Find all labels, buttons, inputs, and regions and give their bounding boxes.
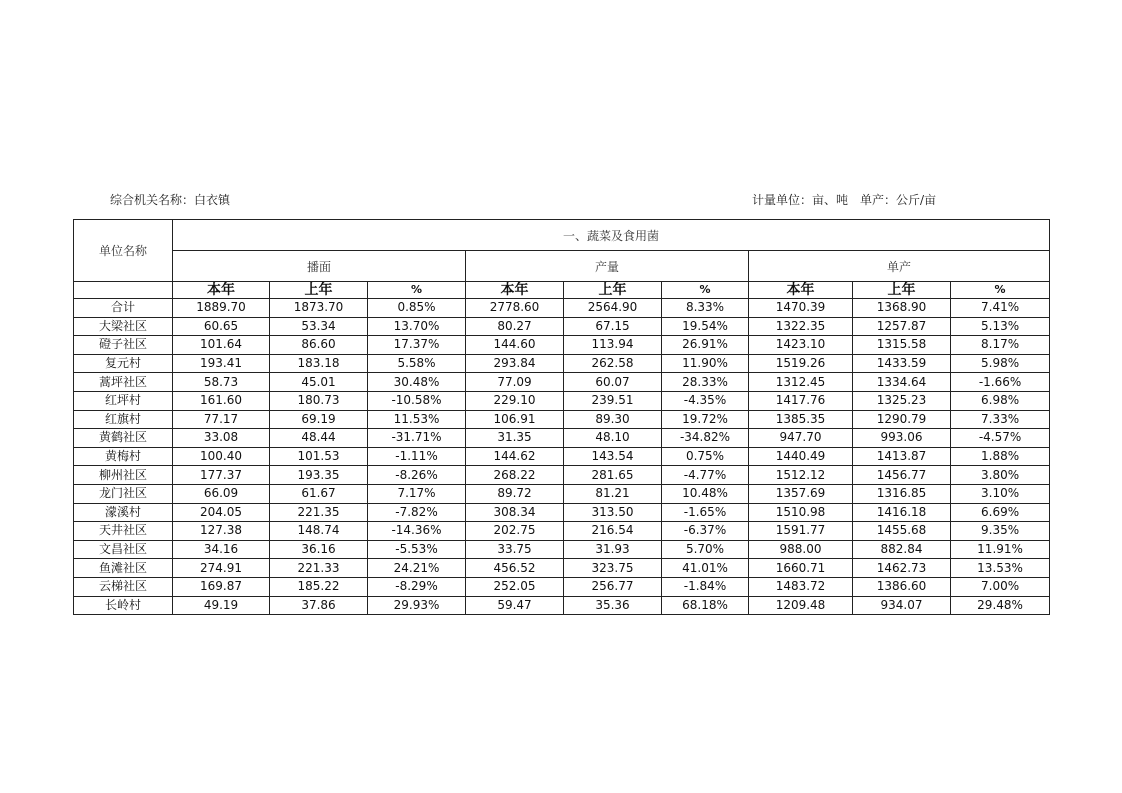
- value-cell: 1660.71: [749, 559, 853, 578]
- subheader-cell: %: [368, 282, 466, 299]
- table-row: [74, 503, 1050, 522]
- value-cell: 202.75: [466, 522, 564, 541]
- value-cell: 86.60: [270, 336, 368, 355]
- value-cell: 268.22: [466, 466, 564, 485]
- value-cell: 53.34: [270, 317, 368, 336]
- value-cell: 1510.98: [749, 503, 853, 522]
- table-row: [74, 484, 1050, 503]
- value-cell: 161.60: [173, 391, 270, 410]
- value-cell: 48.10: [564, 429, 662, 448]
- value-cell: 252.05: [466, 577, 564, 596]
- value-cell: 229.10: [466, 391, 564, 410]
- value-cell: 100.40: [173, 447, 270, 466]
- table-row: [74, 299, 1050, 318]
- value-cell: 80.27: [466, 317, 564, 336]
- value-cell: 262.58: [564, 354, 662, 373]
- value-cell: -1.66%: [951, 373, 1050, 392]
- row-name-cell: 合计: [74, 299, 173, 318]
- value-cell: 11.53%: [368, 410, 466, 429]
- value-cell: 204.05: [173, 503, 270, 522]
- value-cell: 7.17%: [368, 484, 466, 503]
- value-cell: -6.37%: [662, 522, 749, 541]
- row-name-cell: 黄梅村: [74, 447, 173, 466]
- value-cell: 28.33%: [662, 373, 749, 392]
- value-cell: 1386.60: [853, 577, 951, 596]
- value-cell: 1357.69: [749, 484, 853, 503]
- value-cell: 1873.70: [270, 299, 368, 318]
- value-cell: 10.48%: [662, 484, 749, 503]
- table-row: [74, 559, 1050, 578]
- value-cell: 81.21: [564, 484, 662, 503]
- value-cell: 1889.70: [173, 299, 270, 318]
- subheader-cell: 本年: [466, 282, 564, 299]
- value-cell: 89.72: [466, 484, 564, 503]
- value-cell: 1519.26: [749, 354, 853, 373]
- value-cell: 5.98%: [951, 354, 1050, 373]
- value-cell: 13.53%: [951, 559, 1050, 578]
- value-cell: 60.07: [564, 373, 662, 392]
- value-cell: -4.35%: [662, 391, 749, 410]
- value-cell: 26.91%: [662, 336, 749, 355]
- value-cell: 1316.85: [853, 484, 951, 503]
- group-header-yield: 单产: [749, 251, 1050, 282]
- value-cell: 177.37: [173, 466, 270, 485]
- value-cell: 5.13%: [951, 317, 1050, 336]
- value-cell: 144.60: [466, 336, 564, 355]
- table-row: [74, 354, 1050, 373]
- value-cell: 31.35: [466, 429, 564, 448]
- value-cell: 45.01: [270, 373, 368, 392]
- value-cell: 1322.35: [749, 317, 853, 336]
- value-cell: 169.87: [173, 577, 270, 596]
- value-cell: 1462.73: [853, 559, 951, 578]
- value-cell: 1315.58: [853, 336, 951, 355]
- subheader-cell: 上年: [270, 282, 368, 299]
- subheader-cell: 上年: [853, 282, 951, 299]
- value-cell: 113.94: [564, 336, 662, 355]
- value-cell: -7.82%: [368, 503, 466, 522]
- value-cell: 61.67: [270, 484, 368, 503]
- value-cell: 37.86: [270, 596, 368, 615]
- value-cell: 1440.49: [749, 447, 853, 466]
- table-row: [74, 373, 1050, 392]
- value-cell: 13.70%: [368, 317, 466, 336]
- value-cell: 1433.59: [853, 354, 951, 373]
- row-name-cell: 红旗村: [74, 410, 173, 429]
- vegetable-statistics-table: [73, 219, 1050, 615]
- value-cell: -31.71%: [368, 429, 466, 448]
- table-row: [74, 429, 1050, 448]
- value-cell: 29.93%: [368, 596, 466, 615]
- value-cell: 1591.77: [749, 522, 853, 541]
- value-cell: 89.30: [564, 410, 662, 429]
- value-cell: 6.69%: [951, 503, 1050, 522]
- value-cell: 31.93: [564, 540, 662, 559]
- value-cell: 7.33%: [951, 410, 1050, 429]
- table-row: [74, 466, 1050, 485]
- row-name-cell: 柳州社区: [74, 466, 173, 485]
- value-cell: 185.22: [270, 577, 368, 596]
- row-name-cell: 天井社区: [74, 522, 173, 541]
- group-header-output: 产量: [466, 251, 749, 282]
- value-cell: 221.35: [270, 503, 368, 522]
- value-cell: 19.72%: [662, 410, 749, 429]
- value-cell: -5.53%: [368, 540, 466, 559]
- value-cell: 29.48%: [951, 596, 1050, 615]
- value-cell: 1456.77: [853, 466, 951, 485]
- row-name-cell: 红坪村: [74, 391, 173, 410]
- group-header-sown-area: 播面: [173, 251, 466, 282]
- value-cell: -4.77%: [662, 466, 749, 485]
- value-cell: 1209.48: [749, 596, 853, 615]
- table-row: [74, 317, 1050, 336]
- value-cell: 24.21%: [368, 559, 466, 578]
- organization-caption: 综合机关名称：白衣镇: [110, 193, 231, 207]
- value-cell: 3.80%: [951, 466, 1050, 485]
- value-cell: 1.88%: [951, 447, 1050, 466]
- value-cell: 17.37%: [368, 336, 466, 355]
- value-cell: 6.98%: [951, 391, 1050, 410]
- value-cell: -1.84%: [662, 577, 749, 596]
- value-cell: 67.15: [564, 317, 662, 336]
- value-cell: 0.85%: [368, 299, 466, 318]
- unit-caption: 计量单位：亩、吨 单产：公斤/亩: [752, 193, 937, 207]
- value-cell: 1290.79: [853, 410, 951, 429]
- subheader-cell: %: [662, 282, 749, 299]
- value-cell: 34.16: [173, 540, 270, 559]
- value-cell: 3.10%: [951, 484, 1050, 503]
- value-cell: 2778.60: [466, 299, 564, 318]
- value-cell: 58.73: [173, 373, 270, 392]
- value-cell: 11.91%: [951, 540, 1050, 559]
- value-cell: 1312.45: [749, 373, 853, 392]
- value-cell: 5.58%: [368, 354, 466, 373]
- table-row: [74, 577, 1050, 596]
- value-cell: 193.41: [173, 354, 270, 373]
- value-cell: 68.18%: [662, 596, 749, 615]
- value-cell: 323.75: [564, 559, 662, 578]
- table-row: [74, 447, 1050, 466]
- value-cell: -1.65%: [662, 503, 749, 522]
- value-cell: 1413.87: [853, 447, 951, 466]
- value-cell: 8.33%: [662, 299, 749, 318]
- value-cell: -1.11%: [368, 447, 466, 466]
- value-cell: 1385.35: [749, 410, 853, 429]
- value-cell: 1416.18: [853, 503, 951, 522]
- value-cell: -34.82%: [662, 429, 749, 448]
- value-cell: 1334.64: [853, 373, 951, 392]
- subheader-cell: 上年: [564, 282, 662, 299]
- value-cell: 127.38: [173, 522, 270, 541]
- value-cell: 59.47: [466, 596, 564, 615]
- row-name-cell: 长岭村: [74, 596, 173, 615]
- value-cell: 239.51: [564, 391, 662, 410]
- value-cell: 30.48%: [368, 373, 466, 392]
- row-name-cell: 复元村: [74, 354, 173, 373]
- value-cell: 1470.39: [749, 299, 853, 318]
- value-cell: 19.54%: [662, 317, 749, 336]
- value-cell: 7.00%: [951, 577, 1050, 596]
- value-cell: 9.35%: [951, 522, 1050, 541]
- value-cell: 308.34: [466, 503, 564, 522]
- row-name-cell: 文昌社区: [74, 540, 173, 559]
- value-cell: 106.91: [466, 410, 564, 429]
- value-cell: 1368.90: [853, 299, 951, 318]
- value-cell: 1483.72: [749, 577, 853, 596]
- blank-header-cell: [74, 282, 173, 299]
- table-row: [74, 540, 1050, 559]
- section-header: 一、蔬菜及食用菌: [173, 220, 1050, 251]
- subheader-cell: %: [951, 282, 1050, 299]
- value-cell: 0.75%: [662, 447, 749, 466]
- value-cell: 77.09: [466, 373, 564, 392]
- value-cell: 274.91: [173, 559, 270, 578]
- value-cell: 8.17%: [951, 336, 1050, 355]
- table-row: [74, 336, 1050, 355]
- value-cell: -8.29%: [368, 577, 466, 596]
- value-cell: 313.50: [564, 503, 662, 522]
- subheader-cell: 本年: [749, 282, 853, 299]
- subheader-cell: 本年: [173, 282, 270, 299]
- row-name-cell: 蒿坪社区: [74, 373, 173, 392]
- value-cell: 1512.12: [749, 466, 853, 485]
- value-cell: 180.73: [270, 391, 368, 410]
- value-cell: 11.90%: [662, 354, 749, 373]
- value-cell: -10.58%: [368, 391, 466, 410]
- value-cell: 148.74: [270, 522, 368, 541]
- value-cell: 183.18: [270, 354, 368, 373]
- value-cell: 69.19: [270, 410, 368, 429]
- value-cell: 36.16: [270, 540, 368, 559]
- value-cell: 293.84: [466, 354, 564, 373]
- value-cell: 988.00: [749, 540, 853, 559]
- value-cell: 60.65: [173, 317, 270, 336]
- value-cell: 1455.68: [853, 522, 951, 541]
- value-cell: 934.07: [853, 596, 951, 615]
- value-cell: 66.09: [173, 484, 270, 503]
- value-cell: 1325.23: [853, 391, 951, 410]
- table-row: [74, 391, 1050, 410]
- value-cell: 144.62: [466, 447, 564, 466]
- value-cell: 143.54: [564, 447, 662, 466]
- value-cell: 101.64: [173, 336, 270, 355]
- value-cell: 456.52: [466, 559, 564, 578]
- value-cell: -14.36%: [368, 522, 466, 541]
- value-cell: 101.53: [270, 447, 368, 466]
- value-cell: 48.44: [270, 429, 368, 448]
- value-cell: 33.08: [173, 429, 270, 448]
- value-cell: 35.36: [564, 596, 662, 615]
- table-row: [74, 596, 1050, 615]
- value-cell: 947.70: [749, 429, 853, 448]
- value-cell: 281.65: [564, 466, 662, 485]
- row-name-cell: 黄鹤社区: [74, 429, 173, 448]
- value-cell: 993.06: [853, 429, 951, 448]
- value-cell: 1423.10: [749, 336, 853, 355]
- table-row: [74, 410, 1050, 429]
- value-cell: 882.84: [853, 540, 951, 559]
- row-name-cell: 鱼滩社区: [74, 559, 173, 578]
- row-name-cell: 龙门社区: [74, 484, 173, 503]
- value-cell: 221.33: [270, 559, 368, 578]
- row-name-cell: 濛溪村: [74, 503, 173, 522]
- value-cell: 1257.87: [853, 317, 951, 336]
- value-cell: 7.41%: [951, 299, 1050, 318]
- row-name-cell: 磴子社区: [74, 336, 173, 355]
- value-cell: 5.70%: [662, 540, 749, 559]
- value-cell: 256.77: [564, 577, 662, 596]
- value-cell: 41.01%: [662, 559, 749, 578]
- value-cell: -8.26%: [368, 466, 466, 485]
- unit-name-header: 单位名称: [74, 220, 173, 282]
- value-cell: 49.19: [173, 596, 270, 615]
- table-row: [74, 522, 1050, 541]
- value-cell: 2564.90: [564, 299, 662, 318]
- value-cell: 77.17: [173, 410, 270, 429]
- value-cell: 193.35: [270, 466, 368, 485]
- value-cell: 216.54: [564, 522, 662, 541]
- row-name-cell: 云梯社区: [74, 577, 173, 596]
- row-name-cell: 大梁社区: [74, 317, 173, 336]
- value-cell: 1417.76: [749, 391, 853, 410]
- value-cell: 33.75: [466, 540, 564, 559]
- value-cell: -4.57%: [951, 429, 1050, 448]
